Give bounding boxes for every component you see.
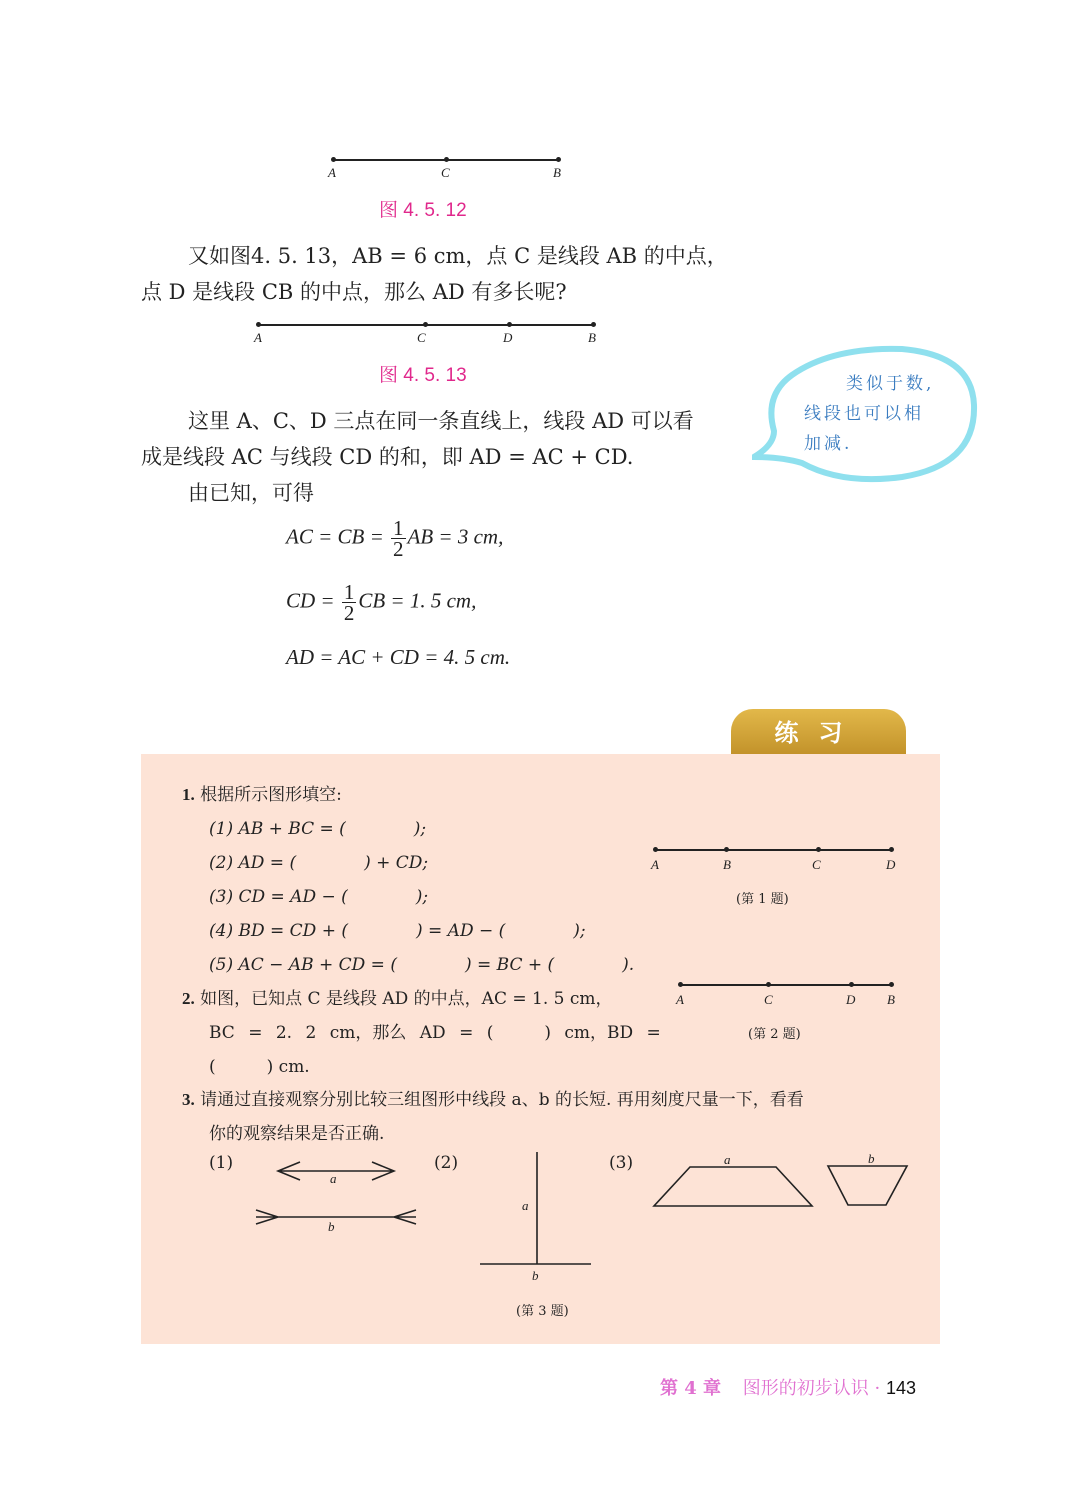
chapter-title: 图形的初步认识 [742, 1378, 869, 1399]
paragraph-line: 由已知，可得 [188, 481, 314, 505]
q1-item: (1) AB + BC = ( ); [209, 819, 427, 839]
paragraph-line: 这里 A、C、D 三点在同一条直线上，线段 AD 可以看 [188, 409, 694, 433]
bubble-text: 加减. [804, 434, 853, 454]
question-text: 如图，已知点 C 是线段 AD 的中点，AC = 1. 5 cm， [200, 989, 613, 1009]
segment-label-a: a [330, 1171, 337, 1186]
eq-text: AC = CB = [286, 524, 384, 549]
paragraph-line: 又如图4. 5. 13，AB = 6 cm，点 C 是线段 AB 的中点， [188, 244, 728, 268]
question-text: 请通过直接观察分别比较三组图形中线段 a、b 的长短. 再用刻度尺量一下，看看 [200, 1090, 804, 1110]
point-label: D [886, 857, 896, 872]
q1-item: (2) AD = ( ) + CD; [209, 853, 429, 873]
bubble-text: 类似于数, [846, 374, 935, 394]
paragraph-line: 点 D 是线段 CB 的中点，那么 AD 有多长呢? [141, 280, 567, 304]
numerator: 1 [393, 516, 404, 540]
segment-label-b: b [868, 1151, 875, 1166]
figure-caption: 图 4. 5. 12 [379, 200, 467, 221]
part-label: (3) [609, 1153, 634, 1173]
point-label: A [254, 330, 262, 345]
question-number: 2. [182, 989, 195, 1008]
point-label: A [676, 992, 684, 1007]
question-number: 3. [182, 1090, 195, 1109]
eq-text: AB = 3 cm, [407, 524, 504, 549]
question-text: 你的观察结果是否正确. [209, 1124, 385, 1144]
equation-3: AD = AC + CD = 4. 5 cm. [286, 645, 511, 669]
page-number: 143 [886, 1378, 917, 1398]
part-label: (1) [209, 1153, 234, 1173]
chapter-label: 第 4 章 [660, 1378, 722, 1399]
point-label: B [723, 857, 731, 872]
point-label: C [764, 992, 773, 1007]
q1-item: (5) AC − AB + CD = ( ) = BC + ( ). [209, 955, 635, 975]
point-label: A [328, 165, 336, 180]
point-label: D [846, 992, 856, 1007]
part-label: (2) [434, 1153, 459, 1173]
point-label: C [417, 330, 426, 345]
figure-caption: (第 3 题) [516, 1304, 569, 1319]
exercise-header-tab: 练习 [731, 709, 906, 755]
paragraph-line: 成是线段 AC 与线段 CD 的和，即 AD = AC + CD. [141, 445, 634, 469]
segment-label-a: a [522, 1198, 529, 1213]
segment-label-b: b [328, 1219, 335, 1234]
page-footer: 第 4 章 图形的初步认识 · 143 [660, 1378, 917, 1399]
figure-caption: 图 4. 5. 13 [379, 365, 467, 386]
question-text: 根据所示图形填空: [200, 785, 342, 805]
denominator: 2 [343, 601, 355, 625]
point-label: A [651, 857, 659, 872]
figure-caption: (第 2 题) [748, 1027, 801, 1042]
point-label: B [588, 330, 596, 345]
point-label: C [812, 857, 821, 872]
q1-item: (3) CD = AD − ( ); [209, 887, 429, 907]
q1-item: (4) BD = CD + ( ) = AD − ( ); [209, 921, 586, 941]
bubble-text: 线段也可以相 [804, 404, 924, 424]
point-label: B [553, 165, 561, 180]
eq-text: CD = [286, 588, 335, 613]
denominator: 2 [393, 537, 404, 561]
point-label: C [441, 165, 450, 180]
segment-label-a: a [724, 1152, 731, 1167]
question-text: BC = 2. 2 cm，那么 AD = ( ) cm，BD = [209, 1023, 661, 1043]
question-number: 1. [182, 785, 195, 804]
question-text: ( ) cm. [209, 1057, 310, 1077]
numerator: 1 [343, 580, 355, 604]
point-label: D [503, 330, 513, 345]
figure-caption: (第 1 题) [736, 892, 789, 907]
eq-text: CB = 1. 5 cm, [358, 588, 477, 613]
point-label: B [887, 992, 895, 1007]
segment-label-b: b [532, 1268, 539, 1283]
